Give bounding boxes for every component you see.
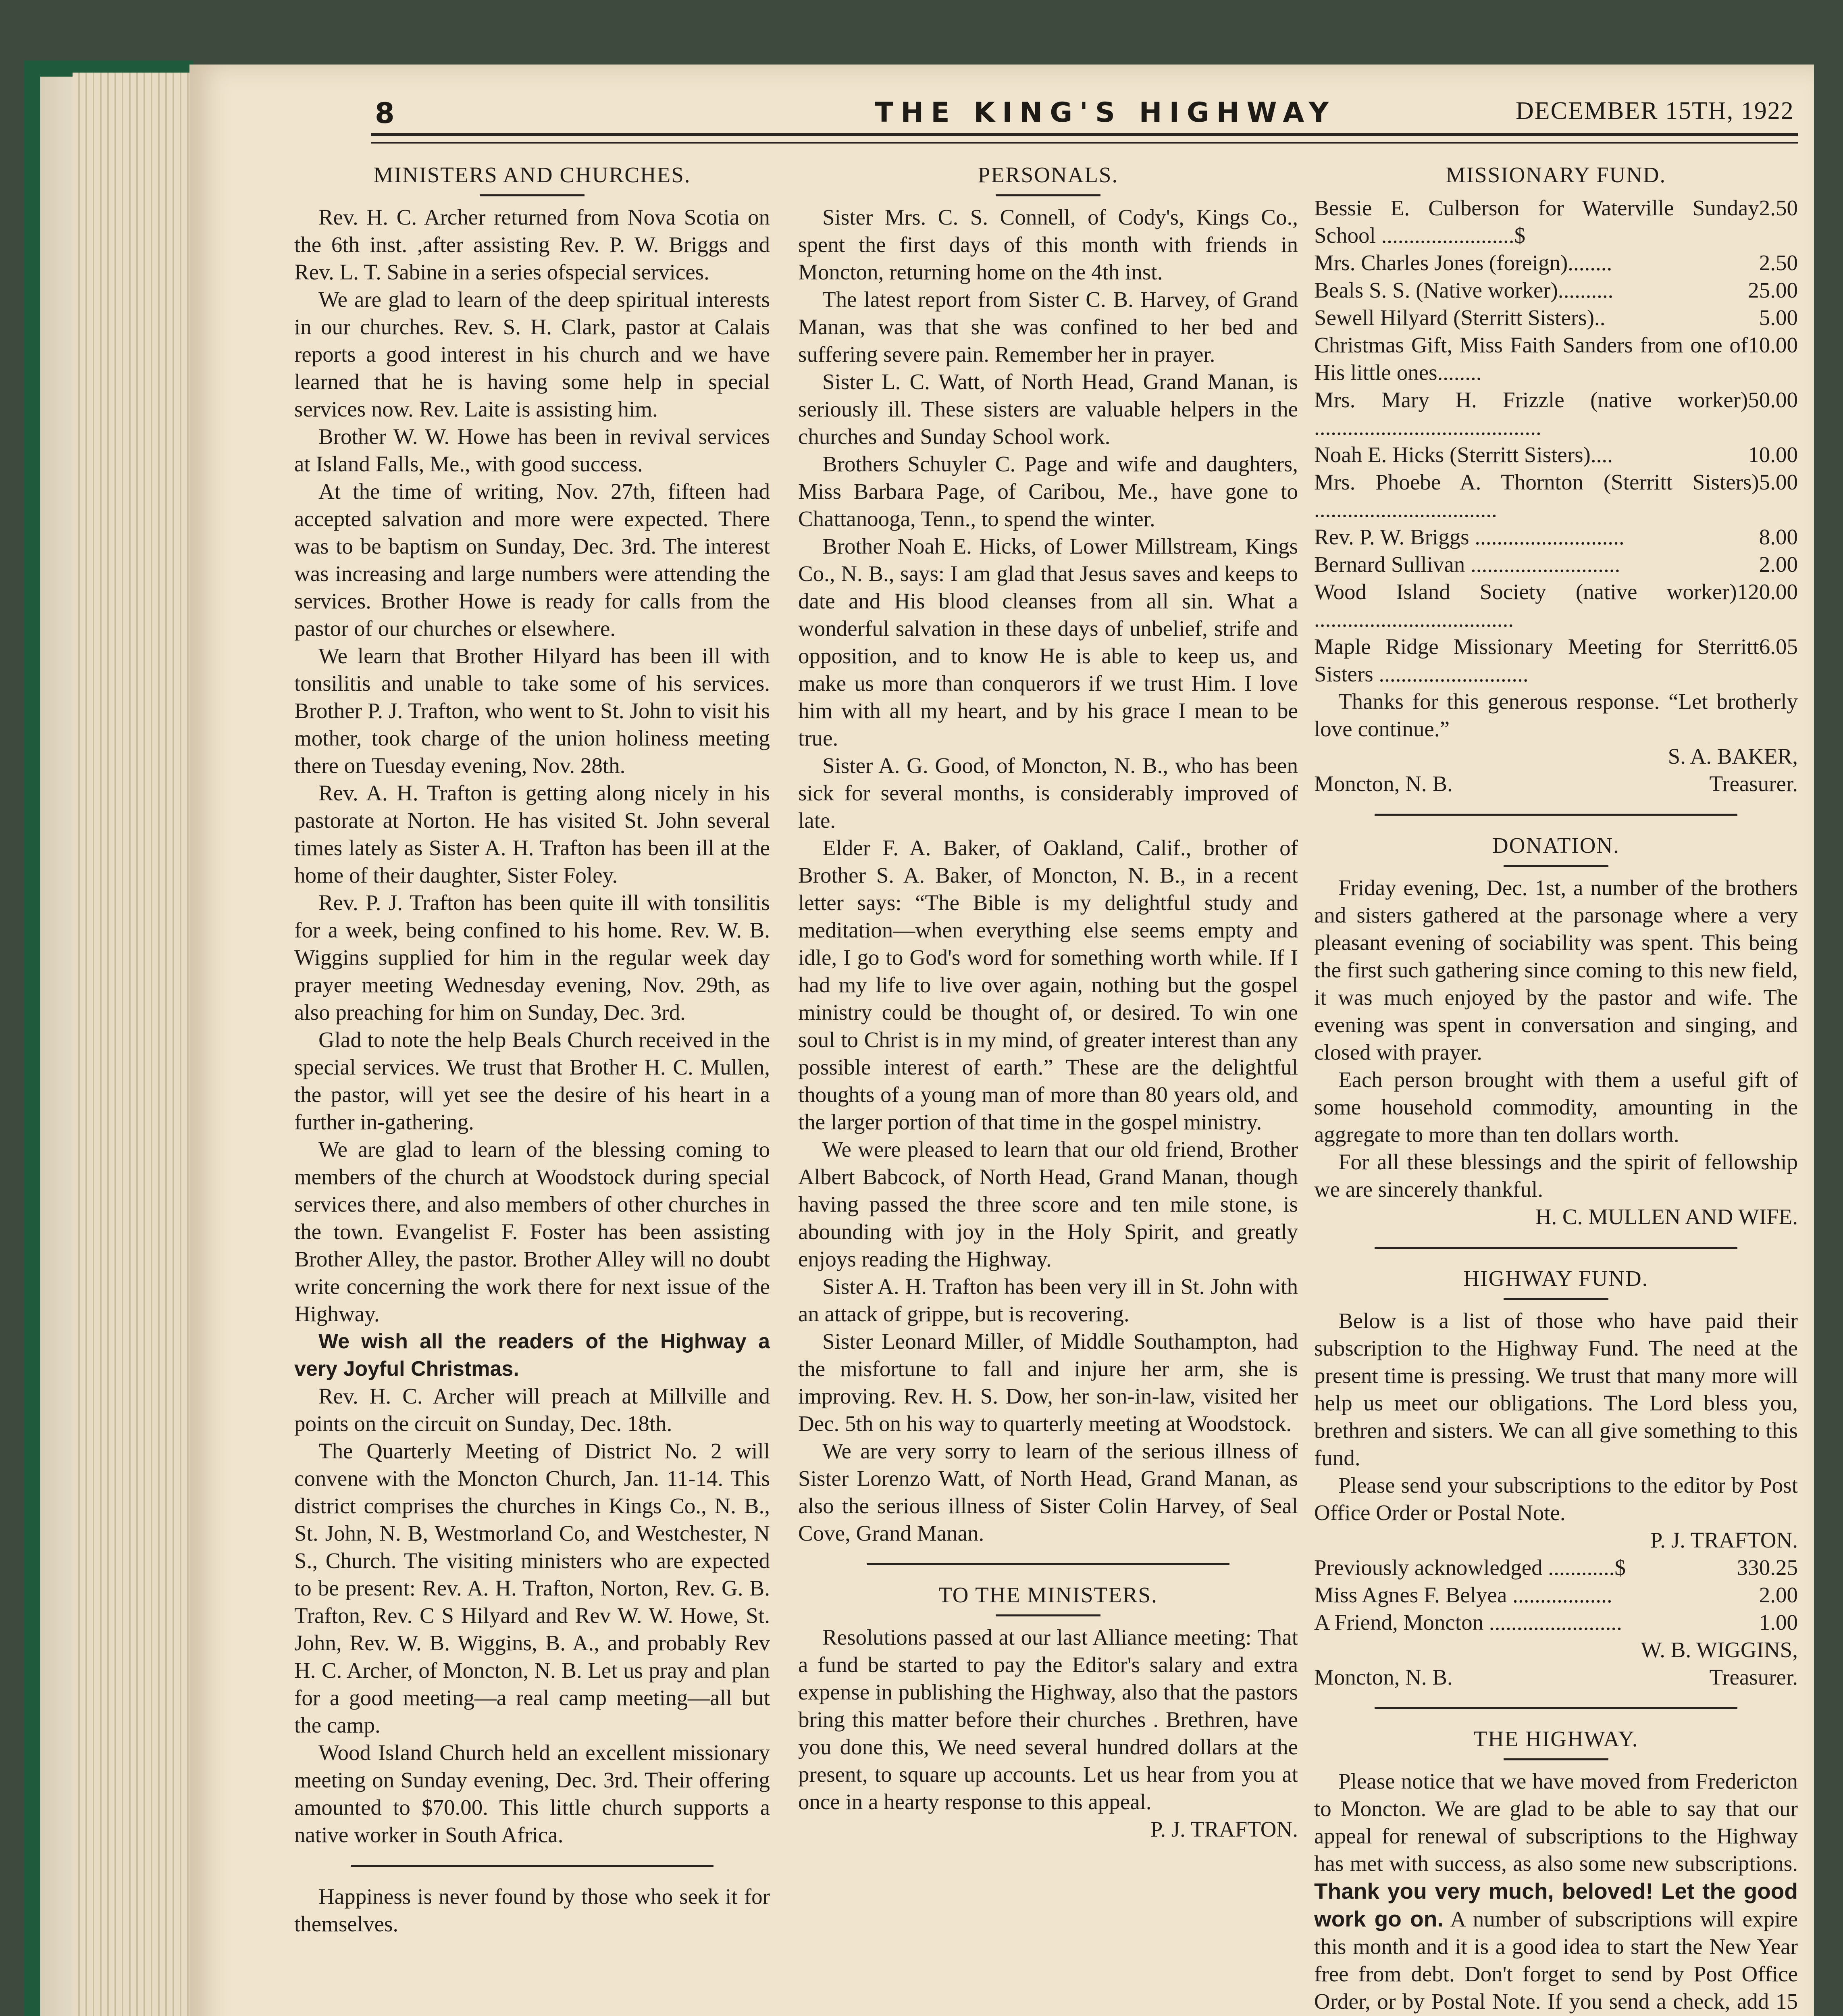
ledger-row — [1314, 578, 1798, 633]
ledger-amount: 25.00 — [1748, 278, 1798, 302]
ledger-amount: 330.25 — [1737, 1555, 1798, 1580]
paragraph: Rev. A. H. Trafton is getting along nicely in his pastorate at Norton. He has visited St. John several times lately as Sister A. H. Trafton has been ill at the home of their daughter, Sister Foley. — [294, 781, 770, 887]
paragraph: Each person brought with them a useful gift of some household commodity, amounting in the aggregate to more than ten dollars worth. — [1314, 1067, 1798, 1147]
ledger-name: Bessie E. Culberson for Waterville Sunday School ........................$ — [1314, 196, 1759, 248]
ledger-amount: 2.00 — [1759, 1583, 1798, 1607]
divider — [996, 1614, 1100, 1616]
column-ministers-and-churches — [294, 161, 770, 1938]
paragraph: Brother W. W. Howe has been in revival services at Island Falls, Me., with good success. — [294, 424, 770, 476]
ledger-name: Previously acknowledged ............$ — [1314, 1555, 1626, 1580]
paragraph: Sister L. C. Watt, of North Head, Grand Manan, is seriously ill. These sisters are valuable helpers in the churches and Sunday School work. — [798, 369, 1298, 449]
highway-fund-list — [1314, 1554, 1798, 1636]
divider — [1375, 814, 1737, 816]
ledger-amount: 1.00 — [1759, 1610, 1798, 1635]
divider — [1375, 1707, 1737, 1709]
signature: P. J. TRAFTON. — [1150, 1817, 1298, 1841]
ledger-amount: 50.00 — [1748, 387, 1798, 412]
paragraph: Sister Leonard Miller, of Middle Southampton, had the misfortune to fall and injure her arm, she is improving. Rev. H. S. Dow, her son-in-law, visited her Dec. 5th on his way to quarterly meeting at Woodstock. — [798, 1329, 1298, 1436]
paragraph: Resolutions passed at our last Alliance meeting: That a fund be started to pay the Editor's salary and extra expense in publishing the Highway, also that the pastors bring this matter before their churches . Brethren, have you done this, We need several hundred dollars at the present, to square up accounts. Let us hear from you at once in a hearty response to this appeal. — [798, 1625, 1298, 1814]
ledger-name: Mrs. Phoebe A. Thornton (Sterritt Sisters) ................................. — [1314, 470, 1759, 522]
paragraph: Please send your subscriptions to the editor by Post Office Order or Postal Note. — [1314, 1473, 1798, 1525]
issue-date: DECEMBER 15TH, 1922 — [1516, 97, 1794, 125]
paragraph-text: A number of subscriptions will expire this month and it is a good idea to start the New Year free from debt. Don't forget to send by Post Office Order, or by Postal Note. If you send a check, add 15 — [1314, 1907, 1798, 2014]
ledger-name: Christmas Gift, Miss Faith Sanders from one of His little ones........ — [1314, 333, 1748, 385]
signer-place: Moncton, N. B. — [1314, 1665, 1453, 1689]
section-title: DONATION. — [1492, 833, 1620, 858]
paragraph: Brother Noah E. Hicks, of Lower Millstream, Kings Co., N. B., says: I am glad that Jesus saves and keeps to date and His blood cleanses from all sin. What a wonderful salvation in these days of unbelief, strife and opposition, and to know He is able to keep us, and make us more than conquerors if we trust Him. I love him with all my heart, and by his grace I mean to be true. — [798, 534, 1298, 750]
paragraph: Sister Mrs. C. S. Connell, of Cody's, Kings Co., spent the first days of this month with friends in Moncton, returning home on the 4th inst. — [798, 205, 1298, 284]
signer-row — [1314, 1664, 1798, 1691]
ledger-amount: 5.00 — [1759, 305, 1798, 330]
section-title: MISSIONARY FUND. — [1446, 162, 1666, 187]
paragraph: Rev. P. J. Trafton has been quite ill with tonsilitis for a week, being confined to his home. Rev. W. B. Wiggins supplied for him in the regular week day prayer meeting Wednesday evening, Nov. 29th, as also preaching for him on Sunday, Dec. 3rd. — [294, 890, 770, 1025]
ledger-amount: 10.00 — [1748, 442, 1798, 467]
ledger-name: Noah E. Hicks (Sterritt Sisters).... — [1314, 442, 1613, 467]
paragraph: Elder F. A. Baker, of Oakland, Calif., brother of Brother S. A. Baker, of Moncton, N. B., in a recent letter says: “The Bible is my delightful study and meditation—when everything else seems empty and idle, I go to God's word for something worth while. If I had my life to live over again, nothing but the gospel ministry could be thought of, or desired. To win one soul to Christ is in my mind, of greater interest than any possible interest of earth.” These are the delightful thoughts of a young man of more than 80 years old, and the larger portion of that time in the gospel ministry. — [798, 835, 1298, 1134]
section-title: THE HIGHWAY. — [1473, 1727, 1639, 1751]
header-rule — [371, 133, 1798, 136]
ledger-row — [1314, 194, 1798, 249]
ledger-amount: 2.00 — [1759, 552, 1798, 577]
signer-place: Moncton, N. B. — [1314, 771, 1453, 796]
section-title: MINISTERS AND CHURCHES. — [373, 162, 691, 187]
section-title: PERSONALS. — [978, 162, 1119, 187]
ledger-name: Sewell Hilyard (Sterritt Sisters).. — [1314, 305, 1606, 330]
paragraph: Below is a list of those who have paid their subscription to the Highway Fund. The need at the present time is pressing. We trust that many more will help us meet our obligations. The Lord bless you, brethren and sisters. We can all give something to this fund. — [1314, 1308, 1798, 1470]
ledger-name: Miss Agnes F. Belyea .................. — [1314, 1583, 1612, 1607]
column-personals — [798, 161, 1298, 1843]
paragraph: At the time of writing, Nov. 27th, fifteen had accepted salvation and more were expected. There was to be baptism on Sunday, Dec. 3rd. The interest was increasing and large numbers were attending the services. Brother Howe is ready for calls from the pastor of our churches or elsewhere. — [294, 479, 770, 641]
thanks-note: Thanks for this generous response. “Let brotherly love continue.” — [1314, 689, 1798, 741]
ledger-name: Wood Island Society (native worker) .................................... — [1314, 579, 1737, 631]
page-number: 8 — [375, 97, 395, 130]
paragraph: Sister A. H. Trafton has been very ill in St. John with an attack of grippe, but is recovering. — [798, 1274, 1298, 1326]
divider — [1504, 1758, 1608, 1760]
ledger-row — [1314, 551, 1798, 578]
ledger-name: Rev. P. W. Briggs ........................... — [1314, 525, 1625, 549]
signer-name: W. B. WIGGINS, — [1641, 1637, 1798, 1662]
signer-title: Treasurer. — [1709, 771, 1798, 796]
divider — [1504, 1298, 1608, 1300]
signer-title: Treasurer. — [1709, 1665, 1798, 1689]
section-title: TO THE MINISTERS. — [938, 1583, 1158, 1607]
divider — [1504, 865, 1608, 867]
ledger-amount: 10.00 — [1748, 333, 1798, 357]
paper-title: THE KING'S HIGHWAY — [875, 97, 1336, 129]
ledger-amount: 8.00 — [1759, 525, 1798, 549]
ledger-amount: 6.05 — [1759, 634, 1798, 659]
paragraph: The latest report from Sister C. B. Harvey, of Grand Manan, was that she was confined to her bed and suffering severe pain. Remember her in prayer. — [798, 287, 1298, 367]
ledger-name: A Friend, Moncton ........................ — [1314, 1610, 1622, 1635]
paragraph: For all these blessings and the spirit of fellowship we are sincerely thankful. — [1314, 1150, 1798, 1202]
ledger-row — [1314, 441, 1798, 469]
ledger-row — [1314, 1554, 1798, 1581]
ledger-amount: 120.00 — [1737, 579, 1798, 604]
closing-quote: Happiness is never found by those who seek it for themselves. — [294, 1884, 770, 1936]
ledger-amount: 2.50 — [1759, 196, 1798, 220]
signer-name: S. A. BAKER, — [1668, 744, 1798, 768]
ledger-name: Beals S. S. (Native worker).......... — [1314, 278, 1614, 302]
christmas-wish: We wish all the readers of the Highway a very Joyful Christmas. — [294, 1330, 770, 1381]
ledger-row — [1314, 386, 1798, 441]
ledger-amount: 5.00 — [1759, 470, 1798, 494]
paragraph: Friday evening, Dec. 1st, a number of the brothers and sisters gathered at the parsonage where a very pleasant evening of sociability was spent. This being the first such gathering since coming to this new field, it was much enjoyed by the pastor and wife. The evening was spent in conversation and singing, and closed with prayer. — [1314, 875, 1798, 1064]
paragraph: Rev. H. C. Archer returned from Nova Scotia on the 6th inst. ,after assisting Rev. P. W. Briggs and Rev. L. T. Sabine in a series ofspecial services. — [294, 205, 770, 284]
paragraph: We are glad to learn of the blessing coming to members of the church at Woodstock during special services there, and also members of other churches in the town. Evangelist F. Foster has been assisting Brother Alley, the pastor. Brother Alley will no doubt write concerning the work there for next issue of the Highway. — [294, 1137, 770, 1326]
paragraph: We are glad to learn of the deep spiritual interests in our churches. Rev. S. H. Clark, pastor at Calais reports a good interest in his church and we have learned that he is having some help in special services now. Rev. Laite is assisting him. — [294, 287, 770, 421]
signature: H. C. MULLEN AND WIFE. — [1535, 1204, 1798, 1229]
ledger-row — [1314, 331, 1798, 386]
column-funds — [1314, 161, 1798, 2016]
ledger-row — [1314, 1609, 1798, 1636]
bold-thanks: Thank you very much, beloved! Let the good work go on. — [1314, 1879, 1798, 1931]
paragraph: Brothers Schuyler C. Page and wife and daughters, Miss Barbara Page, of Caribou, Me., have gone to Chattanooga, Tenn., to spend the winter. — [798, 452, 1298, 531]
ledger-row — [1314, 277, 1798, 304]
paragraph: Glad to note the help Beals Church received in the special services. We trust that Brother H. C. Mullen, the pastor, will yet see the desire of his heart in a further in-gathering. — [294, 1027, 770, 1134]
divider — [1375, 1247, 1737, 1249]
ledger-name: Mrs. Mary H. Frizzle (native worker) ......................................... — [1314, 387, 1748, 439]
paragraph: Wood Island Church held an excellent missionary meeting on Sunday evening, Dec. 3rd. Their offering amounted to $70.00. This little church supports a native worker in South Africa. — [294, 1740, 770, 1847]
ledger-row — [1314, 469, 1798, 523]
divider — [867, 1563, 1229, 1565]
paragraph: The Quarterly Meeting of District No. 2 will convene with the Moncton Church, Jan. 11-14. This district comprises the churches in Kings Co., N. B., St. John, N. B, Westmorland Co, and Westchester, N S., Church. The visiting ministers who are expected to be present: Rev. A. H. Trafton, Norton, Rev. G. B. Trafton, Rev. C S Hilyard and Rev W. W. Howe, St. John, Rev. W. B. Wiggins, B. A., and probably Rev H. C. Archer, of Moncton, N. B. Let us pray and plan for a good meeting—a real camp meeting—all but the camp. — [294, 1439, 770, 1737]
paragraph: Rev. H. C. Archer will preach at Millville and points on the circuit on Sunday, Dec. 18th. — [294, 1384, 770, 1436]
ledger-amount: 2.50 — [1759, 250, 1798, 275]
ledger-row — [1314, 633, 1798, 688]
ledger-name: Bernard Sullivan ........................... — [1314, 552, 1620, 577]
ledger-row — [1314, 1581, 1798, 1609]
ledger-name: Mrs. Charles Jones (foreign)........ — [1314, 250, 1612, 275]
paragraph: We are very sorry to learn of the serious illness of Sister Lorenzo Watt, of North Head, Grand Manan, as also the serious illness of Sister Colin Harvey, of Seal Cove, Grand Manan. — [798, 1439, 1298, 1545]
signer-row — [1314, 770, 1798, 798]
section-title: HIGHWAY FUND. — [1463, 1266, 1649, 1291]
missionary-fund-list — [1314, 194, 1798, 688]
paragraph: Sister A. G. Good, of Moncton, N. B., who has been sick for several months, is considerably improved of late. — [798, 753, 1298, 833]
header-rule-thin — [371, 142, 1798, 144]
divider — [351, 1865, 713, 1867]
ledger-row — [1314, 249, 1798, 277]
paragraph: We were pleased to learn that our old friend, Brother Albert Babcock, of North Head, Grand Manan, though having passed the three score and ten mile stone, is abounding with joy in the Holy Spirit, and greatly enjoys reading the Highway. — [798, 1137, 1298, 1271]
paragraph-text: Please notice that we have moved from Fredericton to Moncton. We are glad to be able to say that our appeal for renewal of subscriptions to the Highway has met with success, as also some new subscriptions. — [1314, 1769, 1798, 1876]
paragraph: We learn that Brother Hilyard has been ill with tonsilitis and unable to take some of his services. Brother P. J. Trafton, who went to St. John to visit his mother, took charge of the union holiness meeting there on Tuesday evening, Nov. 28th. — [294, 644, 770, 778]
ledger-row — [1314, 523, 1798, 551]
paragraph — [1314, 1768, 1798, 2016]
ledger-row — [1314, 304, 1798, 331]
ledger-name: Maple Ridge Missionary Meeting for Sterritt Sisters ........................... — [1314, 634, 1759, 686]
divider — [480, 194, 585, 196]
divider — [996, 194, 1100, 196]
signature: P. J. TRAFTON. — [1650, 1528, 1798, 1552]
